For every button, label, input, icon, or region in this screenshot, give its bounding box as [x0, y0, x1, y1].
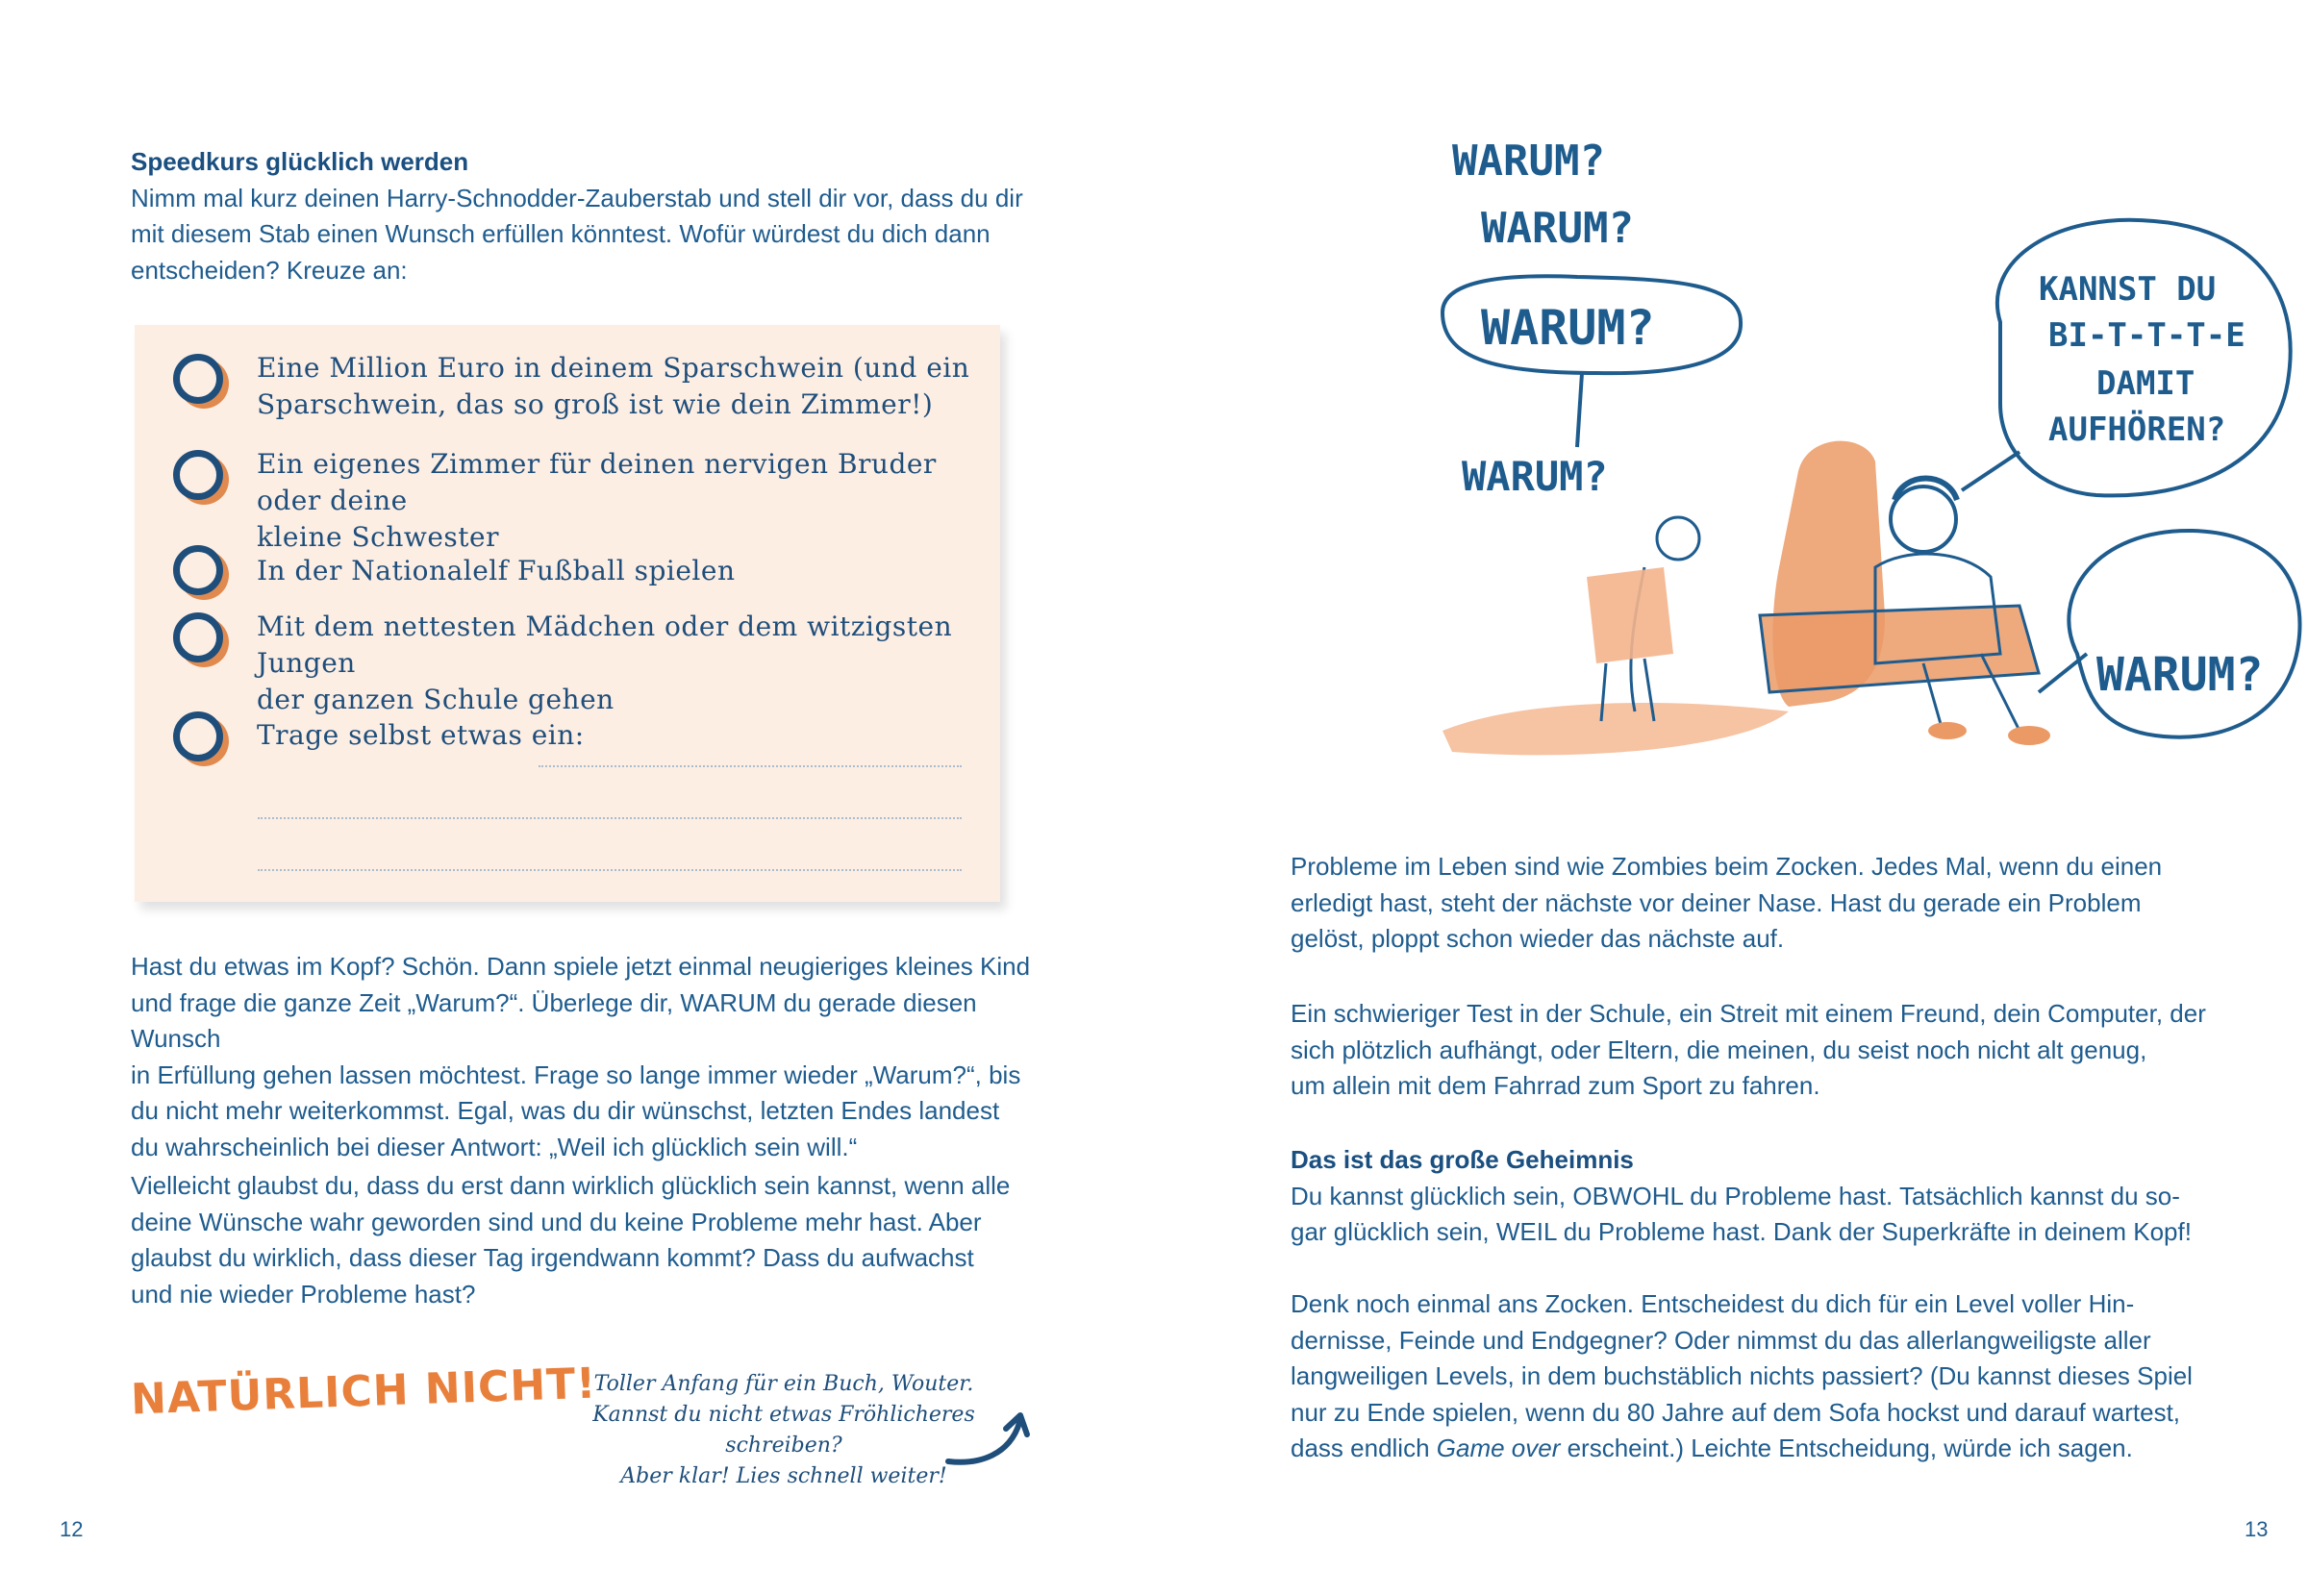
checkbox-circle-icon[interactable] [173, 354, 223, 404]
checklist-option[interactable]: Mit dem nettesten Mädchen oder dem witzigsten Jungen der ganzen Schule gehen [173, 609, 1000, 718]
intro-line: Nimm mal kurz deinen Harry-Schnodder-Zauberstab und stell dir vor, dass du dir [131, 183, 1023, 212]
page-number: 12 [60, 1517, 84, 1541]
checklist-option[interactable]: Eine Million Euro in deinem Sparschwein (und ein Sparschwein, das so groß ist wie dein Zimmer!) [173, 350, 969, 423]
bubble-line: AUFHÖREN? [2048, 411, 2226, 449]
intro-line: entscheiden? Kreuze an: [131, 255, 408, 285]
bubble-line: KANNST DU [2039, 270, 2217, 309]
cartoon-illustration [1423, 115, 2308, 808]
checkbox-circle-icon[interactable] [173, 545, 223, 595]
right-page [1154, 0, 2308, 1596]
checklist-card [135, 325, 1000, 902]
paragraph: Denk noch einmal ans Zocken. Entscheidest du dich für ein Level voller Hin- dernisse, Feinde und Endgegner? Oder nimmst du das allerlangweiligste aller langweiligen Levels, in dem buchstäblich nichts passiert? (Du kannst dieses Spiel nur zu Ende spielen, wenn du 80 Jahre auf dem Sofa hockst und darauf wartest, dass endlich Game over erscheint.) Leichte Entscheidung, würde ich sagen. [1291, 1289, 2193, 1462]
write-in-line[interactable] [258, 817, 962, 819]
curved-arrow-icon [942, 1406, 1039, 1473]
bubble-line: DAMIT [2096, 364, 2195, 403]
paragraph: Vielleicht glaubst du, dass du erst dann wirklich glücklich sein kannst, wenn alle deine Wünsche wahr geworden sind und du keine Probleme mehr hast. Aber glaubst du wirklich, dass dieser Tag irgendwann kommt? Dass du aufwachst und nie wieder Probleme hast? [131, 1171, 1011, 1309]
checklist-option[interactable]: Trage selbst etwas ein: [173, 708, 585, 761]
warum-text: WARUM? [1481, 204, 1634, 253]
section-heading: Das ist das große Geheimnis [1291, 1145, 1634, 1174]
checkbox-circle-icon[interactable] [173, 711, 223, 761]
shout-heading: NATÜRLICH NICHT! [130, 1359, 598, 1425]
checklist-option[interactable]: In der Nationalelf Fußball spielen [173, 541, 735, 595]
warum-text: WARUM? [2096, 648, 2264, 702]
paragraph: Probleme im Leben sind wie Zombies beim Zocken. Jedes Mal, wenn du einen erledigt hast, steht der nächste vor deiner Nase. Hast du gerade ein Problem gelöst, ploppt schon wieder das nächste auf. [1291, 852, 2163, 953]
paragraph: Ein schwieriger Test in der Schule, ein Streit mit einem Freund, dein Computer, der sich plötzlich aufhängt, oder Eltern, die meinen, du seist noch nicht alt genug, um allein mit dem Fahrrad zum Sport zu fahren. [1291, 999, 2206, 1100]
warum-text: WARUM? [1452, 137, 1605, 186]
warum-text: WARUM? [1481, 300, 1655, 356]
write-in-line[interactable] [539, 765, 962, 767]
checklist-option[interactable]: Ein eigenes Zimmer für deinen nervigen Bruder oder deine kleine Schwester [173, 446, 1000, 556]
paragraph: Hast du etwas im Kopf? Schön. Dann spiele jetzt einmal neugieriges kleines Kind und frage die ganze Zeit „Warum?“. Überlege dir, WARUM du gerade diesen Wunsch in Erfüllung gehen lassen möchtest. Frage so lange immer wieder „Warum?“, bis du nicht mehr weiterkommst. Egal, was du dir wünschst, letzten Endes landest du wahrscheinlich bei dieser Antwort: „Weil ich glücklich sein will.“ [131, 952, 1031, 1161]
write-in-line[interactable] [258, 869, 962, 871]
secret-block: Das ist das große Geheimnis Du kannst glücklich sein, OBWOHL du Probleme hast. Tatsächlich kannst du so- gar glücklich sein, WEIL du Probleme hast. Dank der Superkräfte in deinem Kopf! [1291, 1142, 2214, 1251]
checkbox-circle-icon[interactable] [173, 612, 223, 662]
intro-line: mit diesem Stab einen Wunsch erfüllen könntest. Wofür würdest du dich dann [131, 219, 991, 248]
bubble-line: BI-T-T-T-E [2048, 316, 2245, 355]
section-heading: Speedkurs glücklich werden [131, 147, 469, 176]
handwritten-note: Toller Anfang für ein Buch, Wouter. Kannst du nicht etwas Fröhlicheres schreiben? Aber klar! Lies schnell weiter! [592, 1372, 975, 1488]
intro-block [131, 144, 1054, 288]
warum-text: WARUM? [1462, 453, 1608, 500]
checkbox-circle-icon[interactable] [173, 450, 223, 500]
page-number: 13 [2245, 1517, 2269, 1541]
